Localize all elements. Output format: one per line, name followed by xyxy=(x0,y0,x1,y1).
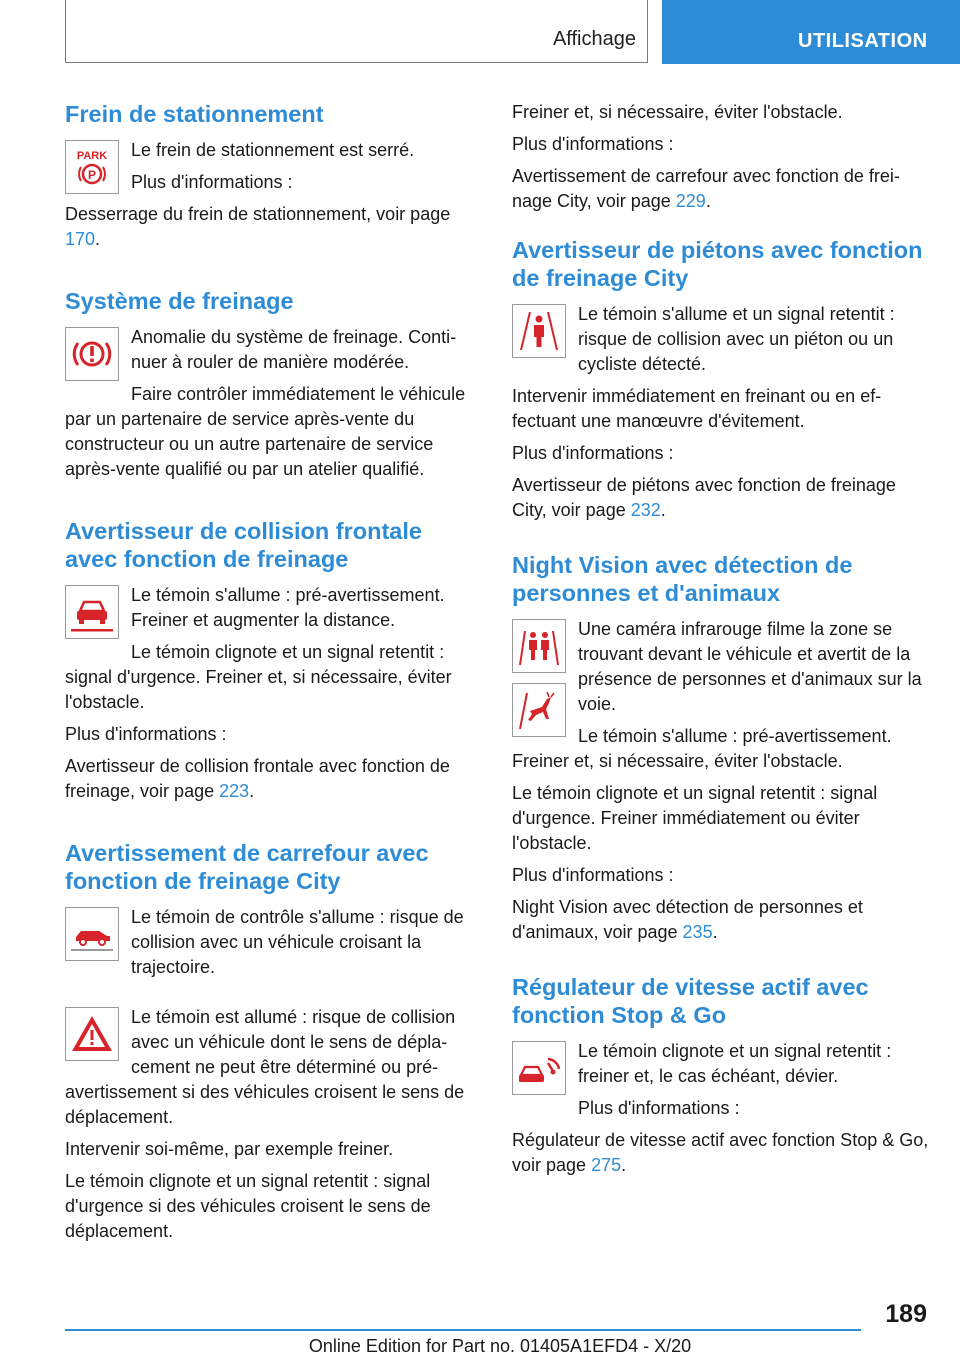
paragraph: Anomalie du système de freinage. Continuer à rouler de manière modérée. xyxy=(131,327,457,372)
brake-warning-icon xyxy=(65,327,119,381)
paragraph-with-link: Avertisseur de piétons avec fonction de freinage City, voir page 232. xyxy=(512,475,896,520)
animal-icon xyxy=(512,683,566,737)
section-parking-brake xyxy=(65,100,477,259)
page-link-170[interactable]: 170 xyxy=(65,229,96,249)
page-link-235[interactable]: 235 xyxy=(682,922,713,942)
svg-text:PARK: PARK xyxy=(76,150,108,162)
paragraph: Le témoin de contrôle s'allume : risque de collision avec un véhicule croisant la trajectoire. xyxy=(131,907,464,977)
paragraph: Le frein de stationnement est serré. xyxy=(131,140,415,160)
side-car-icon xyxy=(65,907,119,961)
persons-icon xyxy=(512,619,566,673)
section-title: Avertisseur de piétons avec fonction de freinage City xyxy=(512,237,923,291)
page-link-229[interactable]: 229 xyxy=(675,191,706,211)
section-night-vision xyxy=(512,551,932,945)
section-title: Système de freinage xyxy=(65,288,294,314)
left-column xyxy=(65,100,477,1279)
paragraph: Le témoin s'allume et un signal retentit : risque de collision avec un piéton ou un cycliste détecté. xyxy=(578,304,895,374)
header-chapter-label: UTILISATION xyxy=(798,30,928,52)
paragraph: Plus d'informations : xyxy=(65,724,227,744)
section-active-cruise-control xyxy=(512,973,932,1178)
night-vision-icons xyxy=(512,617,566,737)
section-title: Avertissement de carrefour avec fonction de freinage City xyxy=(65,840,429,894)
paragraph: Le témoin clignote et un signal retentit : signal d'urgence. Freiner et, si nécessaire, éviter l'obstacle. xyxy=(65,642,452,712)
header-chapter-tab xyxy=(662,0,960,64)
footer-edition: Online Edition for Part no. 01405A1EFD4 - X/20 xyxy=(308,1336,692,1356)
section-crossroads-warning xyxy=(65,839,477,1251)
paragraph: Le témoin est allumé : risque de collision avec un véhicule dont le sens de déplacement ne peut être déterminé ou pré-avertissement si des véhicules croisent le sens de déplacement. xyxy=(65,1007,465,1127)
paragraph: Plus d'informations : xyxy=(512,865,674,885)
header-section-title: Affichage xyxy=(552,28,636,50)
section-title: Frein de stationnement xyxy=(65,101,324,127)
right-column xyxy=(512,100,932,1206)
page-number: 189 xyxy=(885,1300,927,1328)
section-front-collision-warning xyxy=(65,517,477,811)
paragraph: Freiner et, si nécessaire, éviter l'obstacle. xyxy=(512,102,843,122)
section-brake-system xyxy=(65,287,477,489)
paragraph: Faire contrôler immédiatement le véhicule par un partenaire de service après-vente du constructeur ou un autre partenaire de service après-vente qualifié ou par un atelier qualifié. xyxy=(65,384,466,479)
section-title: Avertisseur de collision frontale avec fonction de freinage xyxy=(65,518,422,572)
paragraph: Le témoin clignote et un signal retentit : freiner et, le cas échéant, dévier. xyxy=(578,1041,892,1086)
footer-divider xyxy=(65,1329,861,1331)
paragraph-with-link: Desserrage du frein de stationnement, voir page 170. xyxy=(65,204,451,249)
paragraph-with-link: Night Vision avec détection de personnes et d'animaux, voir page 235. xyxy=(512,897,863,942)
continued-text xyxy=(512,100,932,214)
pedestrian-icon xyxy=(512,304,566,358)
paragraph: Le témoin clignote et un signal retentit : signal d'urgence. Freiner immédiatement ou éviter l'obstacle. xyxy=(512,783,878,853)
front-car-icon xyxy=(65,585,119,639)
paragraph: Intervenir soi-même, par exemple freiner. xyxy=(65,1139,394,1159)
paragraph-with-link: Avertissement de carrefour avec fonction de freinage City, voir page 229. xyxy=(512,166,900,211)
paragraph: Plus d'informations : xyxy=(578,1098,740,1118)
section-title: Night Vision avec détection de personnes et d'animaux xyxy=(512,552,853,606)
parking-brake-icon xyxy=(65,140,119,194)
svg-text:P: P xyxy=(87,168,97,182)
section-pedestrian-warning xyxy=(512,236,932,523)
paragraph: Plus d'informations : xyxy=(131,172,293,192)
paragraph: Une caméra infrarouge filme la zone se trouvant devant le véhicule et avertit de la présence de personnes et d'animaux sur la voie. xyxy=(578,619,922,714)
cruise-control-car-icon xyxy=(512,1041,566,1095)
paragraph: Le témoin s'allume : pré-avertissement. Freiner et augmenter la distance. xyxy=(131,585,445,630)
section-title: Régulateur de vitesse actif avec fonction Stop & Go xyxy=(512,974,869,1028)
paragraph: Plus d'informations : xyxy=(512,134,674,154)
paragraph: Le témoin clignote et un signal retentit : signal d'urgence si des véhicules croisent le sens de déplacement. xyxy=(65,1171,431,1241)
paragraph: Plus d'informations : xyxy=(512,443,674,463)
paragraph-with-link: Régulateur de vitesse actif avec fonction Stop & Go, voir page 275. xyxy=(512,1130,929,1175)
warning-triangle-icon xyxy=(65,1007,119,1061)
paragraph: Intervenir immédiatement en freinant ou en effectuant une manœuvre d'évitement. xyxy=(512,386,882,431)
paragraph-with-link: Avertisseur de collision frontale avec fonction de freinage, voir page 223. xyxy=(65,756,450,801)
page-link-223[interactable]: 223 xyxy=(219,781,250,801)
paragraph: Le témoin s'allume : pré-avertissement. Freiner et, si nécessaire, éviter l'obstacle. xyxy=(512,726,892,771)
page-link-275[interactable]: 275 xyxy=(591,1155,622,1175)
page-link-232[interactable]: 232 xyxy=(630,500,661,520)
